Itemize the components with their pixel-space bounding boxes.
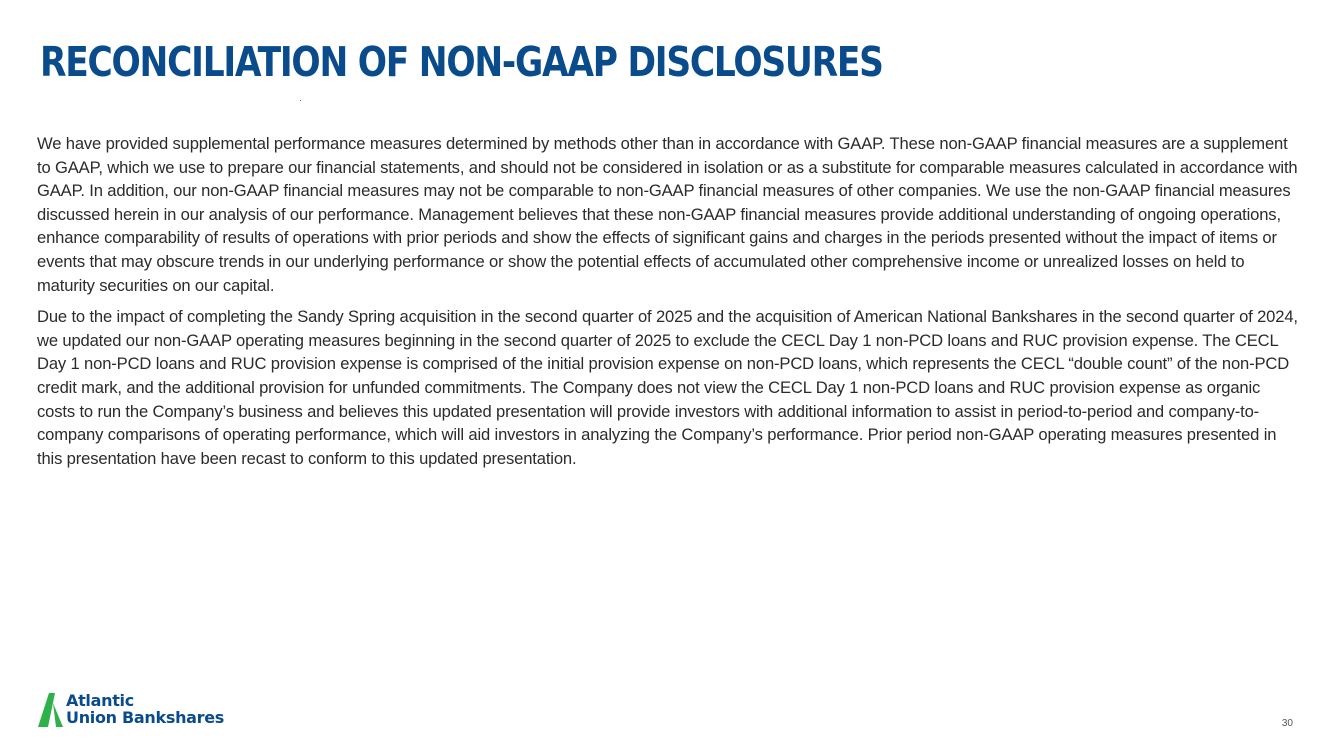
- body-text: [37, 132, 1299, 478]
- company-logo: [38, 690, 278, 730]
- green-triangle-a-icon: [38, 691, 66, 727]
- logo-line-2: Union Bankshares: [66, 708, 225, 727]
- logo-wordmark: [66, 692, 224, 726]
- slide-title: RECONCILIATION OF NON-GAAP DISCLOSURES: [40, 38, 883, 86]
- logo-line-1: Atlantic: [66, 691, 134, 710]
- title-dot-marker: [300, 100, 301, 101]
- page-number: 30: [1281, 718, 1293, 729]
- paragraph-cecl-update: Due to the impact of completing the Sandy Spring acquisition in the second quarter of 2025 and the acquisition of American National Bankshares in the second quarter of 2024, we updated our non-GAAP operating measures beginning in the second quarter of 2025 to exclude the CECL Day 1 non-PCD loans and RUC provision expense. The CECL Day 1 non-PCD loans and RUC provision expense is comprised of the initial provision expense on non-PCD loans, which represents the CECL “double count” of the non-PCD credit mark, and the additional provision for unfunded commitments. The Company does not view the CECL Day 1 non-PCD loans and RUC provision expense as organic costs to run the Company’s business and believes this updated presentation will provide investors with additional information to assist in period-to-period and company-to-company comparisons of operating performance, which will aid investors in analyzing the Company’s performance. Prior period non-GAAP operating measures presented in this presentation have been recast to conform to this updated presentation.: [37, 307, 1298, 468]
- paragraph-disclosure: We have provided supplemental performance measures determined by methods other than in accordance with GAAP. These non-GAAP financial measures are a supplement to GAAP, which we use to prepare our financial statements, and should not be considered in isolation or as a substitute for comparable measures calculated in accordance with GAAP. In addition, our non-GAAP financial measures may not be comparable to non-GAAP financial measures of other companies. We use the non-GAAP financial measures discussed herein in our analysis of our performance. Management believes that these non-GAAP financial measures provide additional understanding of ongoing operations, enhance comparability of results of operations with prior periods and show the effects of significant gains and charges in the periods presented without the impact of items or events that may obscure trends in our underlying performance or show the potential effects of accumulated other comprehensive income or unrealized losses on held to maturity securities on our capital.: [37, 134, 1298, 295]
